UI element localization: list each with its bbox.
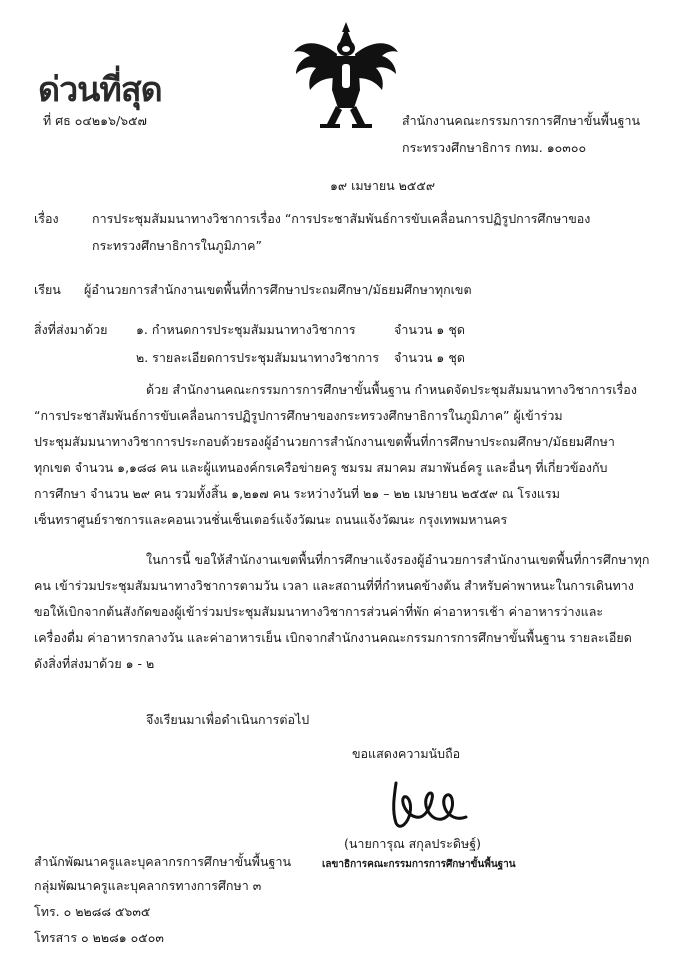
recipient-label: เรียน: [34, 282, 61, 297]
handwritten-signature: [380, 773, 470, 835]
body-line: “การประชาสัมพันธ์การขับเคลื่อนการปฏิรูปการศึกษาของกระทรวงศึกษาธิการในภูมิภาค” ผู้เข้าร่วม: [34, 408, 563, 423]
signer-title: เลขาธิการคณะกรรมการการศึกษาขั้นพื้นฐาน: [322, 859, 516, 870]
footer-unit: สำนักพัฒนาครูและบุคลากรการศึกษาขั้นพื้นฐาน: [34, 854, 292, 869]
body-line: ขอให้เบิกจากต้นสังกัดของผู้เข้าร่วมประชุมสัมมนาทางวิชาการส่วนค่าที่พัก ค่าอาหารเช้า ค่าอาหารว่างและ: [34, 604, 604, 619]
subject-label: เรื่อง: [34, 211, 59, 226]
footer-group: กลุ่มพัฒนาครูและบุคลากรทางการศึกษา ๓: [34, 878, 262, 893]
closing-request: จึงเรียนมาเพื่อดำเนินการต่อไป: [146, 712, 310, 727]
enclosure-qty: จำนวน ๑ ชุด: [394, 350, 465, 365]
body-line: ทุกเขต จำนวน ๑,๑๘๘ คน และผู้แทนองค์กรเครือข่ายครู ชมรม สมาคม สมาพันธ์ครู และอื่นๆ ที่เกี่ยวข้องกับ: [34, 460, 608, 475]
body-line: ด้วย สำนักงานคณะกรรมการการศึกษาขั้นพื้นฐาน กำหนดจัดประชุมสัมมนาทางวิชาการเรื่อง: [146, 382, 637, 397]
office-address: กระทรวงศึกษาธิการ กทม. ๑๐๓๐๐: [402, 140, 587, 155]
subject-line-2: กระทรวงศึกษาธิการในภูมิภาค”: [92, 238, 262, 253]
body-line: คน เข้าร่วมประชุมสัมมนาทางวิชาการตามวัน เวลา และสถานที่ที่กำหนดข้างต้น สำหรับค่าพาหนะในการเดินทาง: [34, 578, 634, 593]
footer-phone: โทร. ๐ ๒๒๘๘ ๕๖๓๕: [34, 904, 151, 919]
closing-phrase: ขอแสดงความนับถือ: [352, 746, 461, 761]
recipient-text: ผู้อำนวยการสำนักงานเขตพื้นที่การศึกษาประถมศึกษา/มัธยมศึกษาทุกเขต: [84, 282, 472, 297]
enclosure-item: ๑. กำหนดการประชุมสัมมนาทางวิชาการ: [136, 322, 356, 337]
garuda-emblem-icon: [290, 20, 402, 132]
signer-name: (นายการุณ สกุลประดิษฐ์): [344, 836, 481, 851]
document-number: ที่ ศธ ๐๔๒๑๖/๖๕๗: [43, 113, 147, 128]
footer-fax: โทรสาร ๐ ๒๒๘๑ ๐๕๐๓: [34, 930, 164, 945]
enclosure-qty: จำนวน ๑ ชุด: [394, 322, 465, 337]
urgency-stamp: ด่วนที่สุด: [38, 70, 162, 110]
document-date: ๑๙ เมษายน ๒๕๕๙: [330, 178, 435, 193]
enclosures-label: สิ่งที่ส่งมาด้วย: [34, 322, 108, 337]
office-name: สำนักงานคณะกรรมการการศึกษาขั้นพื้นฐาน: [402, 113, 641, 128]
body-line: เครื่องดื่ม ค่าอาหารกลางวัน และค่าอาหารเย็น เบิกจากสำนักงานคณะกรรมการการศึกษาขั้นพื้นฐาน รายละเอียด: [34, 630, 632, 645]
subject-line-1: การประชุมสัมมนาทางวิชาการเรื่อง “การประชาสัมพันธ์การขับเคลื่อนการปฏิรูปการศึกษาของ: [92, 211, 591, 226]
body-line: เซ็นทราศูนย์ราชการและคอนเวนชั่นเซ็นเตอร์แจ้งวัฒนะ ถนนแจ้งวัฒนะ กรุงเทพมหานคร: [34, 512, 508, 527]
body-line: ดังสิ่งที่ส่งมาด้วย ๑ - ๒: [34, 656, 155, 671]
body-line: การศึกษา จำนวน ๒๙ คน รวมทั้งสิ้น ๑,๒๑๗ คน ระหว่างวันที่ ๒๑ – ๒๒ เมษายน ๒๕๕๙ ณ โรงแรม: [34, 486, 560, 501]
enclosure-item: ๒. รายละเอียดการประชุมสัมมนาทางวิชาการ: [136, 350, 380, 365]
body-line: ประชุมสัมมนาทางวิชาการประกอบด้วยรองผู้อำนวยการสำนักงานเขตพื้นที่การศึกษาประถมศึกษา/มัธยมศึกษา: [34, 434, 615, 449]
body-line: ในการนี้ ขอให้สำนักงานเขตพื้นที่การศึกษาแจ้งรองผู้อำนวยการสำนักงานเขตพื้นที่การศึกษาทุก: [146, 552, 650, 567]
